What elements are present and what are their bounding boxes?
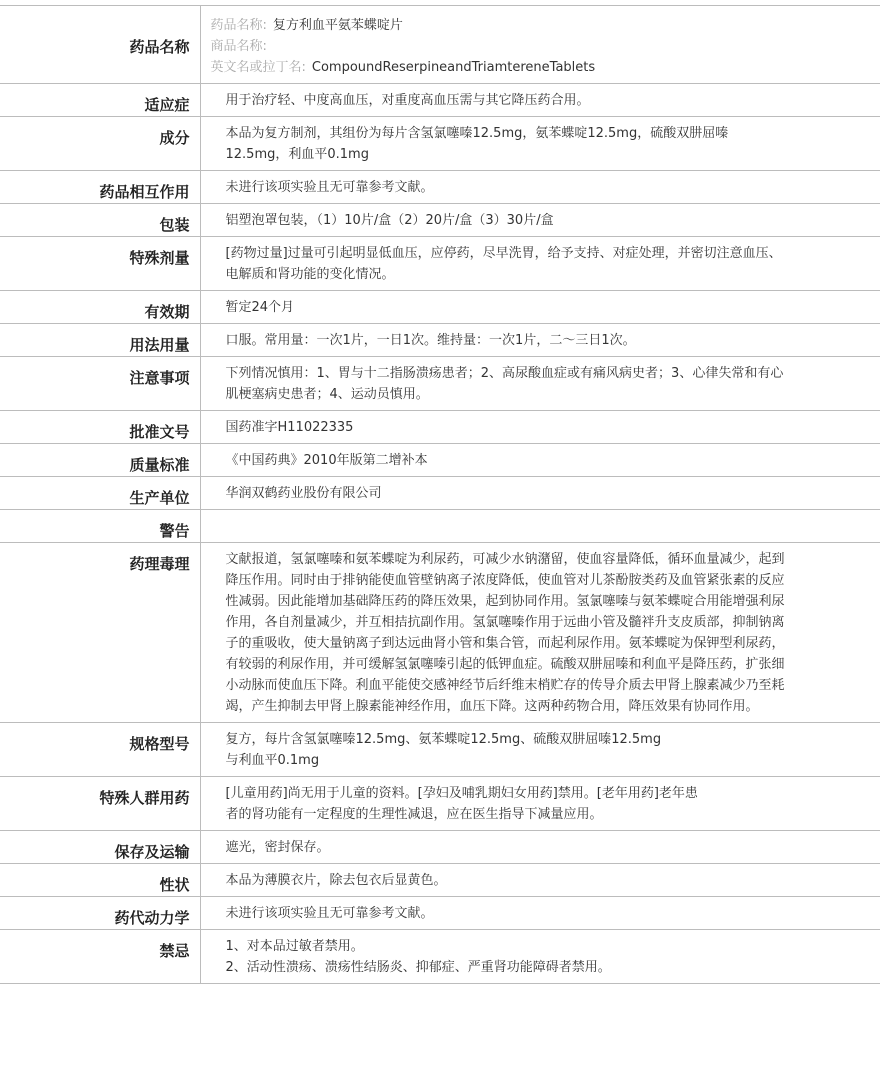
table-row bbox=[0, 291, 880, 324]
english-name-key: 英文名或拉丁名: bbox=[210, 60, 306, 75]
row-value: 遮光，密封保存。 bbox=[200, 831, 880, 864]
row-value-line: [儿童用药]尚无用于儿童的资料。[孕妇及哺乳期妇女用药]禁用。[老年用药]老年患 bbox=[225, 786, 698, 801]
row-value: 用于治疗轻、中度高血压，对重度高血压需与其它降压药合用。 bbox=[200, 84, 880, 117]
row-label: 生产单位 bbox=[0, 477, 200, 510]
row-value bbox=[200, 723, 880, 777]
drug-name-cell bbox=[200, 6, 880, 84]
row-value bbox=[200, 930, 880, 984]
table-row bbox=[0, 237, 880, 291]
row-value: 本品为薄膜衣片，除去包衣后显黄色。 bbox=[200, 864, 880, 897]
row-label: 注意事项 bbox=[0, 357, 200, 411]
row-value: [药物过量]过量可引起明显低血压，应停药，尽早洗胃，给予支持、对症处理，并密切注意血压、电解质和肾功能的变化情况。 bbox=[200, 237, 880, 291]
table-row bbox=[0, 324, 880, 357]
row-label: 批准文号 bbox=[0, 411, 200, 444]
row-label: 性状 bbox=[0, 864, 200, 897]
row-value-line: 1、对本品过敏者禁用。 bbox=[225, 939, 364, 954]
row-label: 保存及运输 bbox=[0, 831, 200, 864]
table-row bbox=[0, 777, 880, 831]
row-value: 口服。常用量：一次1片，一日1次。维持量：一次1片，二～三日1次。 bbox=[200, 324, 880, 357]
row-value: 未进行该项实验且无可靠参考文献。 bbox=[200, 897, 880, 930]
row-label: 规格型号 bbox=[0, 723, 200, 777]
row-label: 禁忌 bbox=[0, 930, 200, 984]
row-label: 有效期 bbox=[0, 291, 200, 324]
table-row bbox=[0, 864, 880, 897]
row-label: 特殊剂量 bbox=[0, 237, 200, 291]
row-value bbox=[200, 777, 880, 831]
table-row bbox=[0, 831, 880, 864]
table-row bbox=[0, 171, 880, 204]
row-value-line: 2、活动性溃疡、溃疡性结肠炎、抑郁症、严重肾功能障碍者禁用。 bbox=[225, 960, 611, 975]
drug-info-table bbox=[0, 5, 880, 984]
table-row bbox=[0, 357, 880, 411]
row-label: 包装 bbox=[0, 204, 200, 237]
trade-name-line bbox=[211, 36, 880, 57]
table-row bbox=[0, 204, 880, 237]
row-drug-name bbox=[0, 6, 880, 84]
row-value: 暂定24个月 bbox=[200, 291, 880, 324]
generic-name-line bbox=[211, 15, 880, 36]
table-row bbox=[0, 723, 880, 777]
row-label: 适应症 bbox=[0, 84, 200, 117]
row-value: 《中国药典》2010年版第二增补本 bbox=[200, 444, 880, 477]
row-value: 国药准字H11022335 bbox=[200, 411, 880, 444]
english-name-value: CompoundReserpineandTriamtereneTablets bbox=[311, 60, 596, 75]
table-row bbox=[0, 444, 880, 477]
row-value bbox=[200, 510, 880, 543]
row-label: 质量标准 bbox=[0, 444, 200, 477]
row-label: 成分 bbox=[0, 117, 200, 171]
row-value: 未进行该项实验且无可靠参考文献。 bbox=[200, 171, 880, 204]
table-row bbox=[0, 84, 880, 117]
table-row bbox=[0, 897, 880, 930]
row-value-line: 复方，每片含氢氯噻嗪12.5mg、氨苯蝶啶12.5mg、硫酸双肼屈嗪12.5mg bbox=[225, 732, 662, 747]
generic-name-key: 药品名称: bbox=[210, 18, 267, 33]
row-label: 特殊人群用药 bbox=[0, 777, 200, 831]
row-label: 药品相互作用 bbox=[0, 171, 200, 204]
row-value: 文献报道，氢氯噻嗪和氨苯蝶啶为利尿药，可减少水钠潴留，使血容量降低，循环血量减少，起到降压作用。同时由于排钠能使血管壁钠离子浓度降低，使血管对儿茶酚胺类药及血管紧张素的反应性减弱。因此能增加基础降压药的降压效果，起到协同作用。氢氯噻嗪与氨苯蝶啶合用能增强利尿作用，各自剂量减少，并互相拮抗副作用。氢氯噻嗪作用于远曲小管及髓袢升支皮质部，抑制钠离子的重吸收，使大量钠离子到达远曲肾小管和集合管，而起利尿作用。氨苯蝶啶为保钾型利尿药，有较弱的利尿作用，并可缓解氢氯噻嗪引起的低钾血症。硫酸双肼屈嗪和利血平是降压药，扩张细小动脉而使血压下降。利血平能使交感神经节后纤维末梢贮存的传导介质去甲肾上腺素减少乃至耗竭，产生抑制去甲肾上腺素能神经作用，血压下降。这两种药物合用，降压效果有协同作用。 bbox=[200, 543, 880, 723]
row-label: 警告 bbox=[0, 510, 200, 543]
row-label: 药代动力学 bbox=[0, 897, 200, 930]
row-value: 下列情况慎用：1、胃与十二指肠溃疡患者；2、高尿酸血症或有痛风病史者；3、心律失常和有心肌梗塞病史患者；4、运动员慎用。 bbox=[200, 357, 880, 411]
table-row bbox=[0, 543, 880, 723]
row-value-line: 者的肾功能有一定程度的生理性减退，应在医生指导下减量应用。 bbox=[225, 807, 603, 822]
row-label: 药品名称 bbox=[0, 6, 200, 84]
row-value: 华润双鹤药业股份有限公司 bbox=[200, 477, 880, 510]
row-value: 本品为复方制剂，其组份为每片含氢氯噻嗪12.5mg，氨苯蝶啶12.5mg，硫酸双肼屈嗪12.5mg，利血平0.1mg bbox=[200, 117, 880, 171]
table-row bbox=[0, 411, 880, 444]
row-label: 用法用量 bbox=[0, 324, 200, 357]
trade-name-key: 商品名称: bbox=[210, 39, 267, 54]
generic-name-value: 复方利血平氨苯蝶啶片 bbox=[272, 18, 403, 33]
row-value: 铝塑泡罩包装，（1）10片/盒（2）20片/盒（3）30片/盒 bbox=[200, 204, 880, 237]
table-row bbox=[0, 930, 880, 984]
table-row bbox=[0, 510, 880, 543]
row-value-line: 与利血平0.1mg bbox=[225, 753, 320, 768]
table-row bbox=[0, 117, 880, 171]
table-row bbox=[0, 477, 880, 510]
row-label: 药理毒理 bbox=[0, 543, 200, 723]
english-name-line bbox=[211, 57, 880, 78]
